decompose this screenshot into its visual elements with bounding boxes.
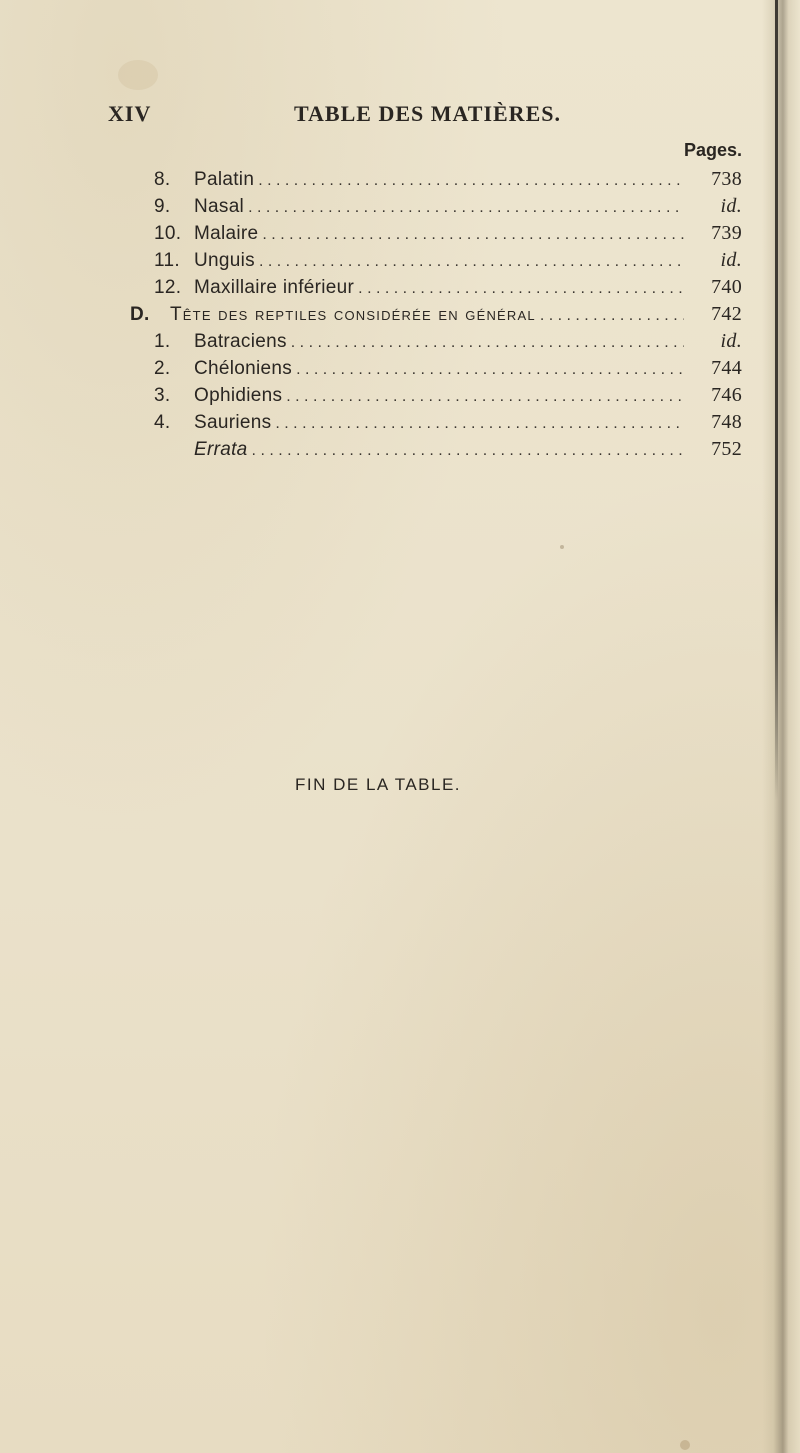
pages-column-label: Pages. <box>683 140 742 160</box>
toc-entry-page: 744 <box>711 357 742 379</box>
toc-entry-number: 10. <box>154 223 182 244</box>
toc-entry-title: Errata <box>194 439 248 460</box>
toc-entry-number: 8. <box>154 169 171 190</box>
running-title: TABLE DES MATIÈRES. <box>294 101 561 126</box>
toc-entry-page: 746 <box>711 384 742 406</box>
toc-entry <box>130 222 742 249</box>
toc-entry-page: id. <box>720 249 742 271</box>
toc-entry-title: Chéloniens <box>194 358 293 379</box>
toc-entry-page: 752 <box>711 438 742 460</box>
toc-dot-leader <box>258 172 684 190</box>
toc-entry-number: 1. <box>154 331 171 352</box>
toc-entry <box>130 384 742 411</box>
toc-entry <box>130 249 742 276</box>
toc-entry-title: Nasal <box>194 196 245 217</box>
toc-entry-number: 2. <box>154 358 171 379</box>
toc-dot-leader <box>540 307 684 325</box>
toc-entry-number: 12. <box>154 277 182 298</box>
toc-entry-page: id. <box>720 195 742 217</box>
toc-dot-leader <box>296 361 684 379</box>
toc-entry <box>130 357 742 384</box>
toc-entry-title: Sauriens <box>194 412 272 433</box>
toc-entry-title: Ophidiens <box>194 385 283 406</box>
toc-dot-leader <box>252 442 684 460</box>
toc-entry-number: 3. <box>154 385 171 406</box>
toc-entry-title: Maxillaire inférieur <box>194 277 355 298</box>
toc-entry-number: 11. <box>154 250 180 271</box>
toc-entry <box>130 411 742 438</box>
toc-dot-leader <box>248 199 684 217</box>
toc-entry-number: D. <box>130 304 150 325</box>
table-of-contents <box>130 168 742 465</box>
toc-entry-title: Palatin <box>194 169 255 190</box>
toc-entry-page: 740 <box>711 276 742 298</box>
toc-entry <box>130 330 742 357</box>
page-gutter-shadow <box>762 0 800 1453</box>
toc-entry <box>130 438 742 465</box>
toc-dot-leader <box>291 334 684 352</box>
toc-entry-title: Malaire <box>194 223 259 244</box>
toc-dot-leader <box>275 415 684 433</box>
paper-speck <box>680 1440 690 1450</box>
toc-entry <box>130 276 742 303</box>
paper-speck <box>560 545 564 549</box>
toc-entry-page: id. <box>720 330 742 352</box>
toc-entry <box>130 168 742 195</box>
running-head <box>108 101 748 131</box>
end-of-table-label: FIN DE LA TABLE. <box>295 775 462 794</box>
toc-dot-leader <box>259 253 684 271</box>
toc-dot-leader <box>286 388 684 406</box>
toc-dot-leader <box>262 226 684 244</box>
toc-entry <box>130 195 742 222</box>
paper-stain <box>118 60 158 90</box>
toc-entry-title: Tête des reptiles considérée en général <box>170 304 536 325</box>
toc-entry <box>130 303 742 330</box>
toc-entry-title: Unguis <box>194 250 255 271</box>
toc-entry-number: 4. <box>154 412 171 433</box>
toc-entry-page: 742 <box>711 303 742 325</box>
toc-entry-page: 748 <box>711 411 742 433</box>
toc-dot-leader <box>358 280 684 298</box>
toc-entry-title: Batraciens <box>194 331 287 352</box>
page-gutter-edge <box>775 0 778 800</box>
toc-entry-page: 738 <box>711 168 742 190</box>
page-number: XIV <box>108 101 152 126</box>
toc-entry-page: 739 <box>711 222 742 244</box>
toc-entry-number: 9. <box>154 196 171 217</box>
